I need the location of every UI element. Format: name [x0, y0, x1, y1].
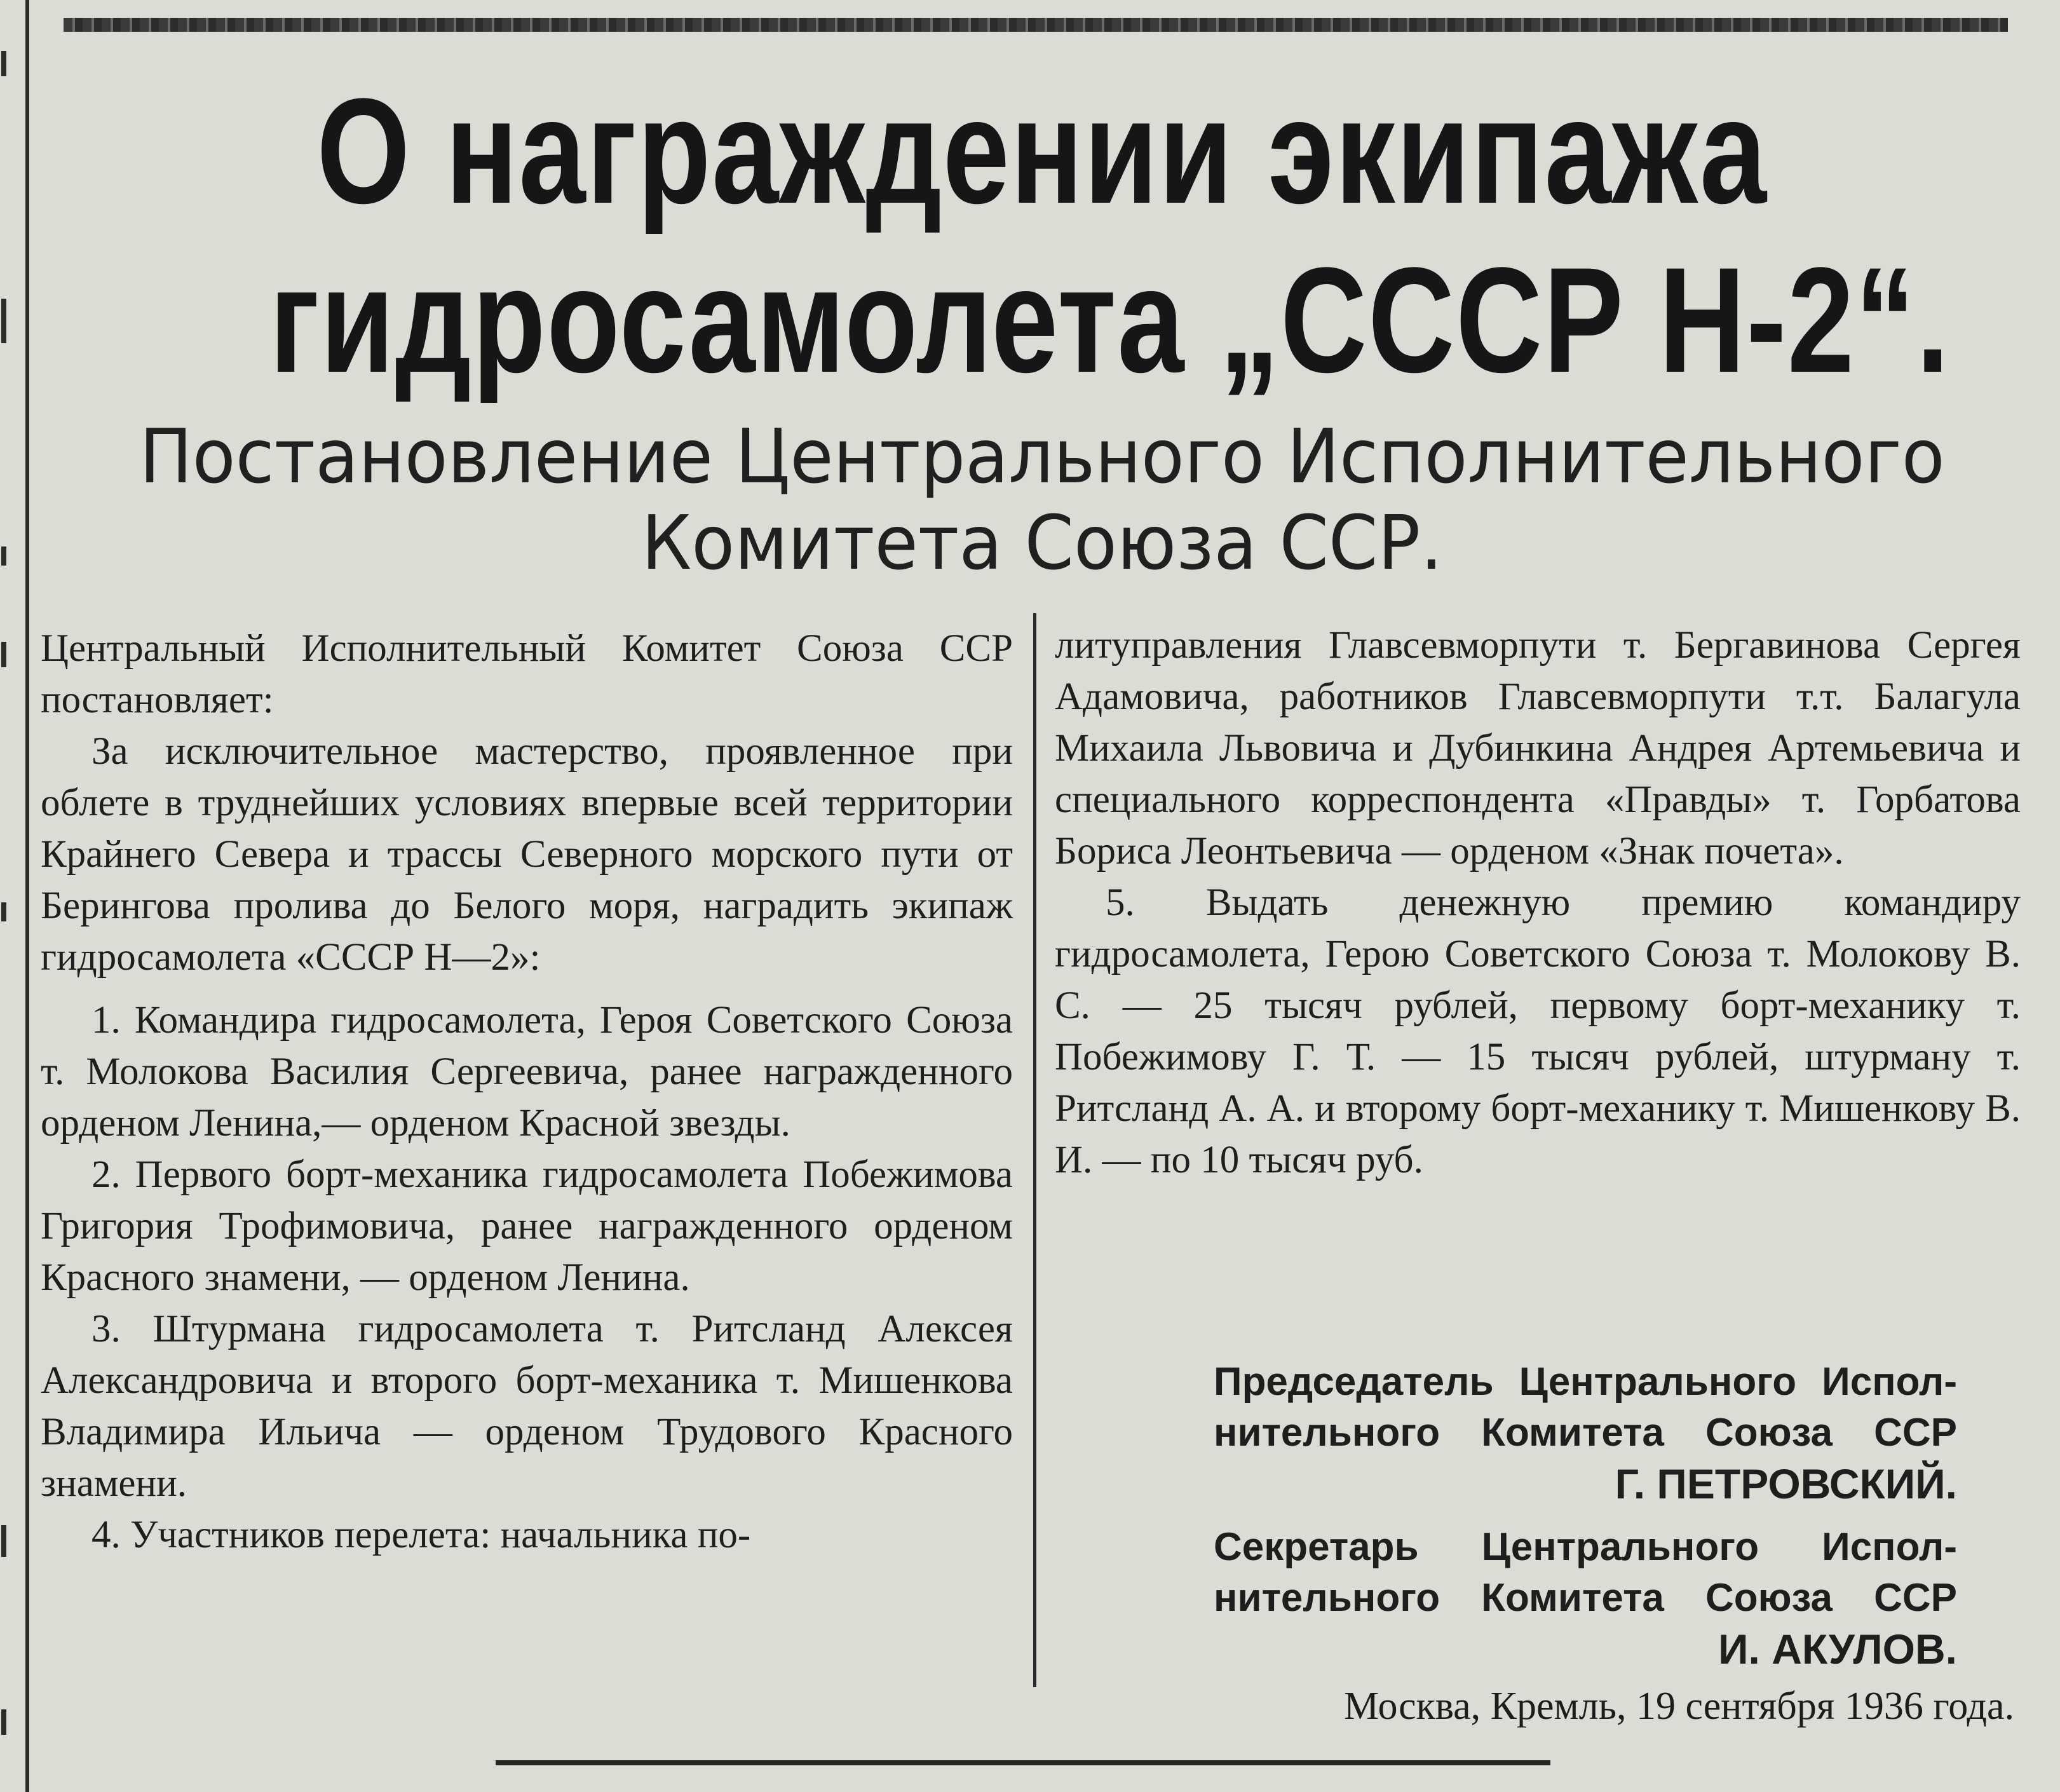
- signatory-title-line-2: нительного Комитета Союза ССР: [1214, 1576, 1957, 1620]
- bottom-rule: [496, 1760, 1550, 1765]
- left-column: [41, 623, 1013, 1561]
- item-5: 5. Выдать денежную премию командиру гидросамолета, Герою Советского Союза т. Молокову В. С. — 25 тысяч рублей, первому борт-механику т. Побежимову Г. Т. — 15 тысяч рублей, штурману т. Ритсланд А. А. и второму борт-механику т. Мишенкову В. И. — по 10 тысяч руб.: [1055, 881, 2021, 1181]
- headline: [76, 67, 2008, 404]
- item-4-continuation: литуправления Главсевморпути т. Бергавинова Сергея Адамовича, работников Главсевморпути т.т. Балагула Михаила Львовича и Дубинкина Андрея Артемьевича и специального корреспондента «Правды» т. Горбатова Бориса Леонтьевича — орденом «Знак почета».: [1055, 624, 2021, 872]
- headline-line-1: О награждении экипажа: [316, 67, 1768, 235]
- right-column: [1055, 620, 2021, 1186]
- item-3: 3. Штурмана гидросамолета т. Ритсланд Алексея Александровича и второго борт-механика т. Мишенкова Владимира Ильича — орденом Трудового Красного знамени.: [41, 1308, 1013, 1505]
- item-2: 2. Первого борт-механика гидросамолета Побежимова Григория Трофимовича, ранее награжденного орденом Красного знамени, — орденом Ленина.: [41, 1153, 1013, 1299]
- left-column-rule: [25, 0, 29, 1792]
- subheadline: [76, 413, 2008, 586]
- column-divider: [1033, 613, 1036, 1687]
- signatory-name: И. АКУЛОВ.: [1718, 1626, 1957, 1673]
- signatory-name: Г. ПЕТРОВСКИЙ.: [1615, 1460, 1957, 1507]
- place-and-date: Москва, Кремль, 19 сентября 1936 года.: [1343, 1685, 2014, 1728]
- intro-paragraph: Центральный Исполнительный Комитет Союза ССР постановляет:: [41, 627, 1013, 721]
- top-decorative-rule: [64, 18, 2008, 32]
- left-margin-marks: [0, 0, 9, 1792]
- signature-block-secretary: [1214, 1522, 1957, 1674]
- signatory-title-line-1: Председатель Центрального Испол-: [1214, 1360, 1957, 1404]
- signatory-title-line-2: нительного Комитета Союза ССР: [1214, 1411, 1957, 1455]
- subheadline-line-1: Постановление Центрального Исполнительного: [139, 412, 1945, 500]
- preamble-paragraph: За исключительное мастерство, проявленное при облете в труднейших условиях впервые всей территории Крайнего Севера и трассы Северного морского пути от Берингова пролива до Белого моря, наградить экипаж гидросамолета «СССР Н—2»:: [41, 730, 1013, 979]
- subheadline-line-2: Комитета Союза ССР.: [641, 499, 1443, 587]
- headline-line-2: гидросамолета „СССР Н-2“.: [269, 236, 1951, 404]
- item-1: 1. Командира гидросамолета, Героя Советского Союза т. Молокова Василия Сергеевича, ранее награжденного орденом Ленина,— орденом Красной звезды.: [41, 999, 1013, 1144]
- signatory-title-line-1: Секретарь Центрального Испол-: [1214, 1525, 1957, 1569]
- signature-block-chairman: [1214, 1357, 1957, 1509]
- item-4: 4. Участников перелета: начальника по-: [91, 1514, 751, 1556]
